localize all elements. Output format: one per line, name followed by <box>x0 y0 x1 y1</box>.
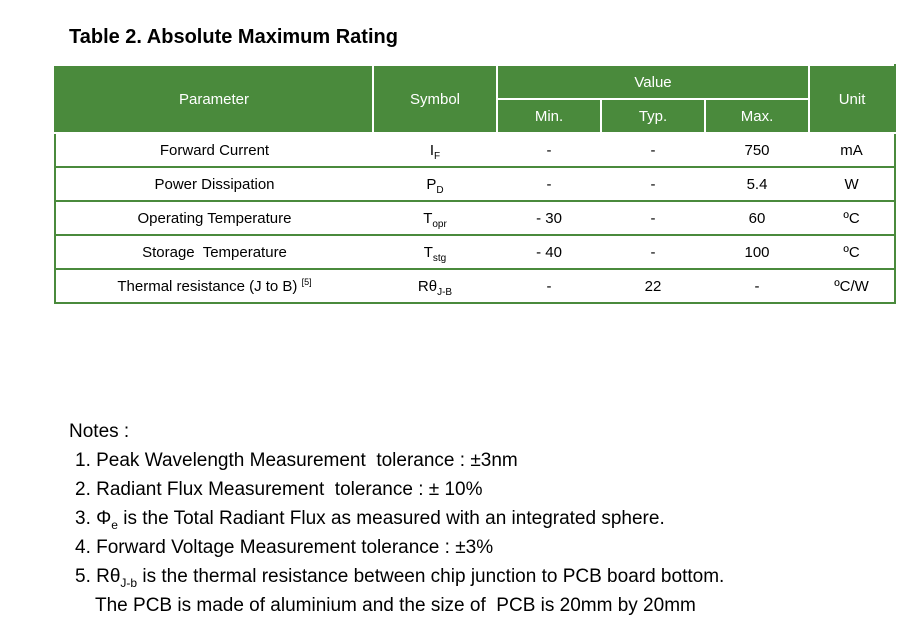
cell-unit: mA <box>809 133 895 167</box>
cell-typ: 22 <box>601 269 705 303</box>
cell-parameter: Thermal resistance (J to B) [5] <box>55 269 373 303</box>
table-row <box>55 235 895 269</box>
cell-min: - <box>497 167 601 201</box>
table-row <box>55 201 895 235</box>
cell-max: 60 <box>705 201 809 235</box>
note-5-continuation: The PCB is made of aluminium and the size of PCB is 20mm by 20mm <box>95 595 696 616</box>
cell-min: - <box>497 133 601 167</box>
table-row <box>55 167 895 201</box>
cell-unit: ºC/W <box>809 269 895 303</box>
note-1: 1. Peak Wavelength Measurement tolerance : ±3nm <box>75 450 518 471</box>
notes-heading: Notes : <box>69 421 130 442</box>
cell-parameter: Forward Current <box>55 133 373 167</box>
cell-max: - <box>705 269 809 303</box>
cell-typ: - <box>601 133 705 167</box>
table-row <box>55 133 895 167</box>
table-title: Table 2. Absolute Maximum Rating <box>69 26 398 48</box>
absolute-maximum-rating-table <box>54 64 896 304</box>
note-4: 4. Forward Voltage Measurement tolerance : ±3% <box>75 537 494 558</box>
cell-min: - 30 <box>497 201 601 235</box>
header-value: Value <box>497 65 809 99</box>
header-unit: Unit <box>809 65 895 133</box>
header-parameter: Parameter <box>55 65 373 133</box>
table-row <box>55 269 895 303</box>
footnote-ref: [5] <box>301 276 312 287</box>
cell-parameter: Power Dissipation <box>55 167 373 201</box>
cell-unit: ºC <box>809 201 895 235</box>
cell-symbol: $T_{stg}$ <box>373 235 497 269</box>
cell-symbol: $R\theta_{J-B}$ <box>373 269 497 303</box>
cell-unit: W <box>809 167 895 201</box>
header-typ: Typ. <box>601 99 705 133</box>
cell-symbol: $T_{opr}$ <box>373 201 497 235</box>
header-symbol: Symbol <box>373 65 497 133</box>
note-2: 2. Radiant Flux Measurement tolerance : ± 10% <box>75 479 483 500</box>
header-max: Max. <box>705 99 809 133</box>
cell-unit: ºC <box>809 235 895 269</box>
cell-symbol: $I_F$ <box>373 133 497 167</box>
cell-typ: - <box>601 235 705 269</box>
notes-section <box>69 417 724 620</box>
cell-parameter: Storage Temperature <box>55 235 373 269</box>
note-5: 5. $R\theta_{J-b}$ is the thermal resistance between chip junction to PCB board bottom. <box>75 566 725 590</box>
cell-max: 750 <box>705 133 809 167</box>
cell-typ: - <box>601 201 705 235</box>
cell-min: - 40 <box>497 235 601 269</box>
cell-max: 5.4 <box>705 167 809 201</box>
header-min: Min. <box>497 99 601 133</box>
cell-parameter: Operating Temperature <box>55 201 373 235</box>
note-3: 3. $\Phi_e$ is the Total Radiant Flux as measured with an integrated sphere. <box>75 508 665 532</box>
cell-symbol: $P_D$ <box>373 167 497 201</box>
cell-max: 100 <box>705 235 809 269</box>
cell-min: - <box>497 269 601 303</box>
cell-typ: - <box>601 167 705 201</box>
